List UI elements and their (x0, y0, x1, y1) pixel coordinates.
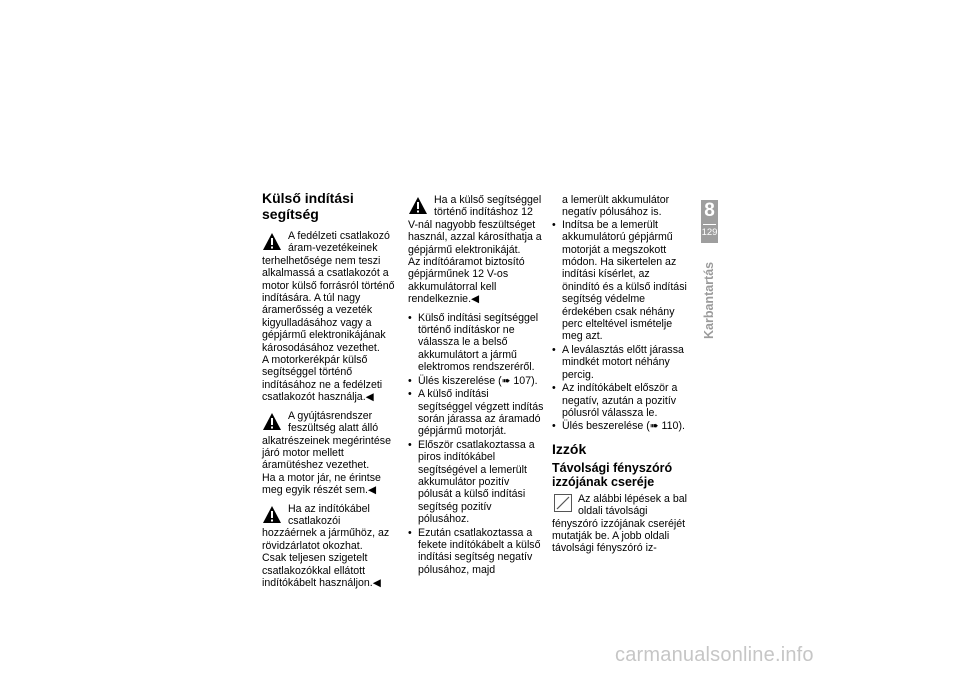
list-item: • A leválasztás előtt járassa mindkét motort néhány percig. (552, 344, 687, 381)
list-item: • Ülés kiszerelése (➠ 107). (408, 375, 545, 387)
warning-block (408, 194, 545, 306)
list-item: • Ezután csatlakoztassa a fekete indítókábelt a külső indítási segítség negatív pólusához, majd (408, 527, 545, 577)
warning-block (262, 410, 397, 497)
warning-icon (408, 196, 428, 216)
step-list (552, 219, 687, 433)
note-text: Az alábbi lépések a bal oldali távolsági fényszóró izzójának cseréjét mutatják be. A jobb oldali távolsági fényszóró iz- (552, 492, 687, 555)
step-list (408, 312, 545, 577)
warning-icon (262, 232, 282, 252)
list-item: • Külső indítási segítséggel történő indításkor ne válassza le a belső akkumulátort a jármű elektromos rendszeréről. (408, 312, 545, 374)
section-heading: Izzók (552, 440, 587, 457)
page-number: 129 (701, 227, 718, 238)
warning-block (262, 230, 397, 404)
warning-instruction: Csak teljesen szigetelt csatlakozókkal ellátott indítókábelt használjon.◀ (262, 552, 381, 589)
warning-instruction: Ha a motor jár, ne érintse meg egyik részét sem.◀ (262, 471, 381, 497)
warning-block (262, 503, 397, 590)
list-item: • Ülés beszerelése (➠ 110). (552, 420, 687, 432)
warning-text: A gyújtásrendszer feszültség alatt álló alkatrészeinek megérintése járó motor mellett áramütéshez vezethet. (262, 409, 391, 472)
warning-instruction: Az indítóáramot biztosító gépjárműnek 12 V-os akkumulátorral kell rendelkeznie.◀ (408, 256, 525, 306)
list-item: • Indítsa be a lemerült akkumulátorú gépjármű motorját a megszokott módon. Ha sikertelen az indítási kísérlet, az önindító és a külső indítási segítség védelme érdekében csak néhány perc elteltével ismételje meg azt. (552, 219, 687, 343)
warning-icon (262, 412, 282, 432)
subsection-heading: Távolsági fényszóró izzójának cseréje (552, 460, 673, 489)
warning-instruction: A motorkerékpár külső segítséggel történő indításához ne a fedélzeti csatlakozót használja.◀ (262, 354, 383, 404)
note-icon (554, 494, 572, 512)
warning-icon (262, 505, 282, 525)
list-item: • Először csatlakoztassa a piros indítókábel segítségével a lemerült akkumulátor pozitív pólusát a külső indítási segítség pozitív pólusához. (408, 439, 545, 526)
chapter-divider (703, 224, 716, 225)
column-1 (262, 190, 397, 595)
note-block (552, 493, 687, 555)
list-item: • A külső indítási segítséggel végzett indítás során járassa az áramadó gépjármű motorját. (408, 388, 545, 438)
continued-text: a lemerült akkumulátor negatív pólusához is. (562, 194, 670, 219)
warning-text: A fedélzeti csatlakozó áram-vezetékeinek terhelhetősége nem teszi alkalmassá a csatlakozót a motor külső forrásról történő indítására. A túl nagy áramerősség a vezeték kigyulladásához vagy a gépjármű elektronikájának károsodásához vezethet. (262, 230, 395, 354)
watermark: carmanualsonline.info (615, 644, 814, 666)
list-item: • Az indítókábelt először a negatív, azután a pozitív pólusról válassza le. (552, 382, 687, 419)
chapter-number: 8 (704, 200, 715, 221)
column-3 (552, 194, 687, 561)
warning-text: Ha az indítókábel csatlakozói hozzáérnek a járműhöz, az rövidzárlatot okozhat. (262, 502, 390, 552)
column-2 (408, 194, 545, 580)
section-heading: Külső indítási segítség (262, 190, 354, 222)
warning-text: Ha a külső segítséggel történő indításhoz 12 V-nál nagyobb feszültséget használ, azzal károsíthatja a gépjármű elektronikáját. (408, 194, 542, 256)
chapter-title-text: Karbantartás (702, 261, 716, 339)
